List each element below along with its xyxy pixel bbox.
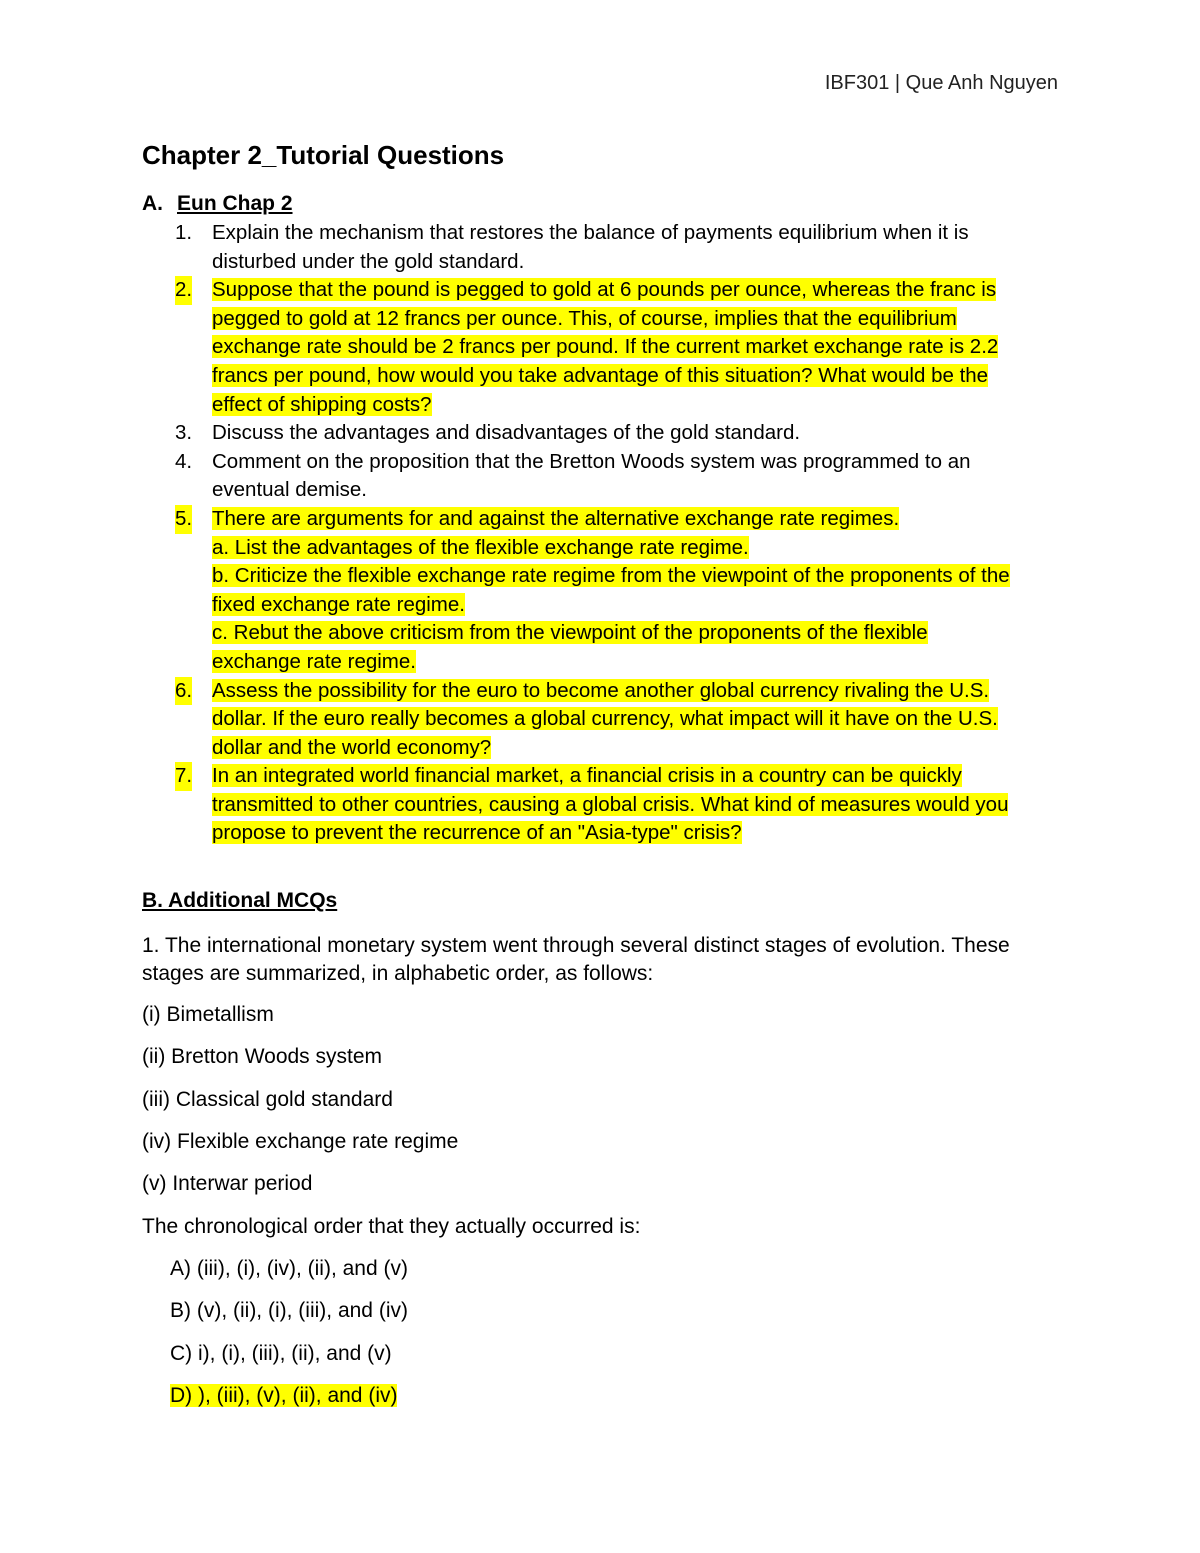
question-line [212, 248, 1072, 277]
question-line [212, 419, 1072, 448]
question-number: 7. [175, 762, 192, 791]
tutorial-question [142, 677, 1072, 763]
tutorial-question [142, 762, 1072, 848]
mcq-stage-item: (iii) Classical gold standard [142, 1088, 393, 1111]
question-line [212, 362, 1072, 391]
mcq-stage-item: (v) Interwar period [142, 1172, 313, 1195]
question-text: b. Criticize the flexible exchange rate regime from the viewpoint of the proponents of the [212, 564, 1010, 588]
question-line [212, 819, 1072, 848]
question-text: exchange rate regime. [212, 649, 416, 673]
mcq-prompt: The chronological order that they actually occurred is: [142, 1215, 641, 1238]
tutorial-question-list [142, 219, 1072, 848]
question-line [212, 305, 1072, 334]
question-number: 3. [175, 421, 193, 445]
question-line [212, 762, 1072, 791]
question-line [212, 648, 1072, 677]
mcq-option-d-highlight: D) ), (iii), (v), (ii), and (iv) [170, 1384, 398, 1407]
section-b-heading: B. Additional MCQs [142, 889, 338, 912]
question-text: fixed exchange rate regime. [212, 592, 465, 616]
question-line [212, 476, 1072, 505]
question-text: dollar. If the euro really becomes a global currency, what impact will it have on the U.S. [212, 707, 998, 731]
question-number: 4. [175, 449, 193, 473]
question-number: 1. [175, 221, 193, 244]
question-line [212, 505, 1072, 534]
tutorial-question [142, 219, 1072, 276]
tutorial-question [142, 276, 1072, 419]
question-number: 6. [175, 677, 192, 706]
mcq-option-c: C) i), (i), (iii), (ii), and (v) [170, 1342, 392, 1365]
question-text: transmitted to other countries, causing a global crisis. What kind of measures would you [212, 792, 1009, 816]
tutorial-question [142, 505, 1072, 677]
mcq-stage-item: (ii) Bretton Woods system [142, 1045, 383, 1068]
question-line [212, 448, 1072, 477]
question-line [212, 534, 1072, 563]
tutorial-question [142, 419, 1072, 448]
question-line [212, 391, 1072, 420]
mcq-option-b: B) (v), (ii), (i), (iii), and (iv) [170, 1299, 408, 1322]
question-text: disturbed under the gold standard. [212, 249, 525, 273]
mcq-question-stem: 1. The international monetary system went through several distinct stages of evolution. These stages are summarized, in alphabetic order, as follows: [142, 934, 1010, 985]
question-text: Assess the possibility for the euro to become another global currency rivaling the U.S. [212, 678, 990, 702]
section-a-letter: A. [142, 192, 163, 215]
question-text: dollar and the world economy? [212, 735, 492, 759]
question-line [212, 734, 1072, 763]
page-title: Chapter 2_Tutorial Questions [142, 140, 505, 170]
page-header: IBF301 | Que Anh Nguyen [824, 72, 1058, 94]
question-line [212, 276, 1072, 305]
mcq-option-a: A) (iii), (i), (iv), (ii), and (v) [170, 1257, 408, 1280]
question-text: eventual demise. [212, 478, 367, 502]
section-a-title: Eun Chap 2 [177, 192, 293, 215]
question-text: Discuss the advantages and disadvantages of the gold standard. [212, 421, 801, 445]
question-text: exchange rate should be 2 francs per pound. If the current market exchange rate is 2.2 [212, 335, 999, 359]
question-line [212, 677, 1072, 706]
question-line [212, 591, 1072, 620]
question-text: effect of shipping costs? [212, 392, 432, 416]
question-text: pegged to gold at 12 francs per ounce. This, of course, implies that the equilibrium [212, 306, 957, 330]
question-line [212, 562, 1072, 591]
question-text: There are arguments for and against the alternative exchange rate regimes. [212, 506, 900, 530]
mcq-option-d [170, 1384, 397, 1408]
question-text: francs per pound, how would you take advantage of this situation? What would be the [212, 363, 989, 387]
question-text: Suppose that the pound is pegged to gold at 6 pounds per ounce, whereas the franc is [212, 278, 997, 302]
question-text: propose to prevent the recurrence of an "Asia-type" crisis? [212, 821, 742, 845]
question-text: Explain the mechanism that restores the balance of payments equilibrium when it is [212, 221, 969, 244]
question-number: 5. [175, 505, 192, 534]
mcq-stage-item: (i) Bimetallism [142, 1003, 274, 1026]
question-line [212, 705, 1072, 734]
section-a-heading [142, 192, 293, 216]
mcq-stage-item: (iv) Flexible exchange rate regime [142, 1130, 459, 1153]
question-text: a. List the advantages of the flexible exchange rate regime. [212, 535, 749, 559]
question-line [212, 333, 1072, 362]
question-text: c. Rebut the above criticism from the viewpoint of the proponents of the flexible [212, 621, 928, 645]
question-text: In an integrated world financial market, a financial crisis in a country can be quickly [212, 764, 962, 788]
question-number: 2. [175, 276, 192, 305]
question-line [212, 219, 1072, 248]
question-text: Comment on the proposition that the Bretton Woods system was programmed to an [212, 449, 971, 473]
question-line [212, 619, 1072, 648]
tutorial-question [142, 448, 1072, 505]
question-line [212, 791, 1072, 820]
